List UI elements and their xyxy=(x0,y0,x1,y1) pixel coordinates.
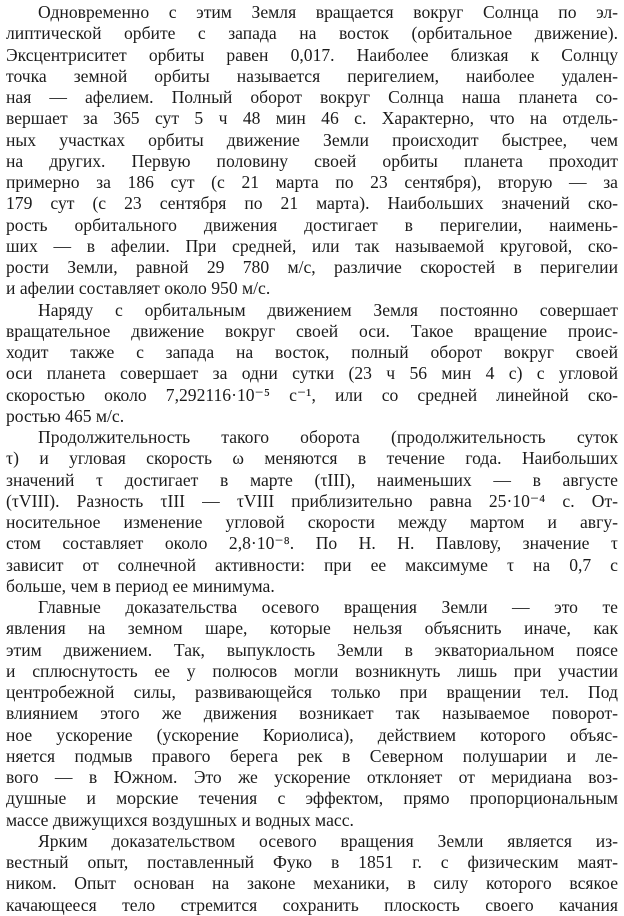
paragraph-axial-rotation xyxy=(6,300,618,428)
text-line: центробежной силы, развивающейся только при вращении тел. Под xyxy=(6,682,618,702)
text-line: и сплюснутость ее у полюсов могли возникнуть лишь при участии xyxy=(6,660,618,681)
text-line: ная — афелием. Полный оборот вокруг Солнца наша планета со- xyxy=(6,87,618,107)
text-line: вершает за 365 сут 5 ч 48 мин 46 с. Характерно, что на отдель- xyxy=(6,108,618,129)
text-line: значений τ достигает в марте (τIII), наименьших — в августе xyxy=(6,469,618,490)
text-line: τ) и угловая скорость ω меняются в течение года. Наибольших xyxy=(6,448,618,469)
text-line: точка земной орбиты называется перигелием, наиболее удален- xyxy=(6,65,618,86)
text-line: влиянием этого же движения возникает так называемое поворот- xyxy=(6,703,618,724)
text-line: ником. Опыт основан на законе механики, в силу которого всякое xyxy=(6,873,618,894)
document-page xyxy=(6,2,618,916)
text-line: на других. Первую половину своей орбиты планета проходит xyxy=(6,150,618,171)
text-line: Наряду с орбитальным движением Земля постоянно совершает xyxy=(38,299,618,320)
text-line: ростью 465 м/с. xyxy=(6,405,125,426)
text-line: душные и морские течения с эффектом, прямо пропорциональным xyxy=(6,788,618,809)
text-line: няется подмыв правого берега рек в Северном полушарии и ле- xyxy=(6,745,618,766)
text-line: и афелии составляет около 950 м/с. xyxy=(6,278,271,299)
text-line: этим движением. Так, выпуклость Земли в экваториальном поясе xyxy=(6,639,618,660)
text-line: Главные доказательства осевого вращения Земли — это те xyxy=(38,597,618,617)
text-line: вращательное движение вокруг своей оси. Такое вращение проис- xyxy=(6,320,618,341)
text-line: ходит также с запада на восток, полный оборот вокруг своей xyxy=(6,342,618,362)
text-line: вого — в Южном. Это же ускорение отклоняет от меридиана воз- xyxy=(6,767,618,787)
text-line: Продолжительность такого оборота (продолжительность суток xyxy=(38,427,618,447)
text-line: вестный опыт, поставленный Фуко в 1851 г. с физическим маят- xyxy=(6,852,618,872)
text-line: качающееся тело стремится сохранить плоскость своего качания xyxy=(6,894,618,915)
text-line: зависит от солнечной активности: при ее максимуме τ на 0,7 с xyxy=(6,554,618,575)
paragraph-day-length xyxy=(6,427,618,597)
text-line: явления на земном шаре, которые нельзя объяснить иначе, как xyxy=(6,618,618,639)
text-line: оси планета совершает за одни сутки (23 ч 56 мин 4 с) с угловой xyxy=(6,363,618,384)
text-line: стом составляет около 2,8·10⁻⁸. По Н. Н. Павлову, значение τ xyxy=(6,533,618,554)
text-line: Эксцентриситет орбиты равен 0,017. Наиболее близкая к Солнцу xyxy=(6,44,618,65)
text-line: ших — в афелии. При средней, или так называемой круговой, ско- xyxy=(6,235,618,256)
text-line: скоростью около 7,292116·10⁻⁵ с⁻¹, или со средней линейной ско- xyxy=(6,384,618,405)
text-line: примерно за 186 сут (с 21 марта по 23 сентября), вторую — за xyxy=(6,172,618,192)
text-line: Одновременно с этим Земля вращается вокруг Солнца по эл- xyxy=(38,2,618,22)
text-line: массе движущихся воздушных и водных масс. xyxy=(6,809,354,830)
text-line: ное ускорение (ускорение Кориолиса), действием которого объяс- xyxy=(6,724,618,745)
paragraph-orbital-motion xyxy=(6,2,618,300)
text-line: Ярким доказательством осевого вращения Земли является из- xyxy=(38,830,618,851)
text-line: рости Земли, равной 29 780 м/с, различие скоростей в перигелии xyxy=(6,257,618,277)
text-line: больше, чем в период ее минимума. xyxy=(6,575,275,596)
paragraph-foucault xyxy=(6,831,618,916)
text-line: рость орбитального движения достигает в перигелии, наимень- xyxy=(6,214,618,235)
paragraph-rotation-evidence xyxy=(6,597,618,831)
text-line: (τVIII). Разность τIII — τVIII приблизительно равна 25·10⁻⁴ с. От- xyxy=(6,490,618,511)
text-line: 179 сут (с 23 сентября по 21 марта). Наибольших значений ско- xyxy=(6,193,618,214)
text-line: ных участках орбиты движение Земли происходит быстрее, чем xyxy=(6,129,618,150)
text-line: носительное изменение угловой скорости между мартом и авгу- xyxy=(6,512,618,532)
text-line: липтической орбите с запада на восток (орбитальное движение). xyxy=(6,23,618,44)
